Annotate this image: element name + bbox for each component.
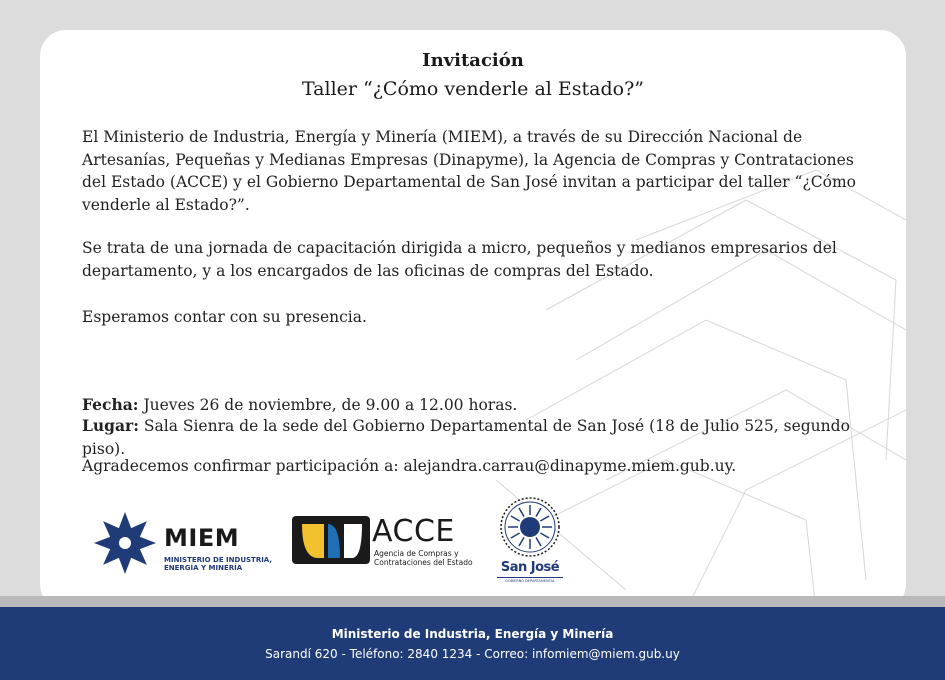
rsvp-text: Agradecemos confirmar participación a: alejandra.carrau@dinapyme.miem.gub.uy. — [82, 457, 737, 475]
sun-emblem-icon — [495, 496, 565, 558]
invitation-title: Invitación — [422, 50, 524, 71]
paragraph-closing: Esperamos contar con su presencia. — [82, 308, 367, 326]
san-jose-name: San José — [500, 560, 560, 575]
miem-name: MIEM — [164, 524, 240, 552]
miem-logo — [92, 508, 272, 578]
date-value: Jueves 26 de noviembre, de 9.00 a 12.00 horas. — [143, 396, 518, 414]
san-jose-subtitle: GOBIERNO DEPARTAMENTAL — [497, 577, 563, 583]
event-date — [82, 394, 882, 417]
paragraph-intro: El Ministerio de Industria, Energía y Minería (MIEM), a través de su Dirección Nacional de Artesanías, Pequeñas y Medianas Empresas (Dinapyme), la Agencia de Compras y Contrataciones del Estado (ACCE) y el Gobierno Departamental de San José invitan a participar del taller “¿Cómo venderle al Estado?”. — [82, 128, 856, 214]
location-value: Sala Sienra de la sede del Gobierno Departamental de San José (18 de Julio 525, segundo piso). — [82, 417, 850, 458]
san-jose-logo — [495, 496, 565, 588]
invitation-subtitle: Taller “¿Cómo venderle al Estado?” — [301, 78, 644, 100]
miem-star-icon — [92, 510, 158, 576]
paragraph-description: Se trata de una jornada de capacitación dirigida a micro, pequeños y medianos empresarios del departamento, y a los encargados de las oficinas de compras del Estado. — [82, 239, 837, 280]
footer-ministry-name: Ministerio de Industria, Energía y Minería — [331, 627, 614, 641]
acce-subtitle: Agencia de Compras y Contrataciones del Estado — [374, 549, 473, 567]
invitation-card — [40, 30, 906, 610]
acce-mark-icon — [292, 514, 370, 566]
date-label: Fecha: — [82, 395, 139, 414]
footer-divider — [0, 596, 945, 607]
miem-subtitle: MINISTERIO DE INDUSTRIA, ENERGÍA Y MINERÍA — [164, 556, 273, 572]
acce-logo — [292, 514, 473, 574]
location-label: Lugar: — [82, 416, 139, 435]
footer-contact: Sarandí 620 - Teléfono: 2840 1234 - Correo: infomiem@miem.gub.uy — [265, 647, 680, 661]
footer — [0, 607, 945, 680]
acce-name: ACCE — [372, 514, 455, 549]
event-location — [82, 415, 882, 460]
